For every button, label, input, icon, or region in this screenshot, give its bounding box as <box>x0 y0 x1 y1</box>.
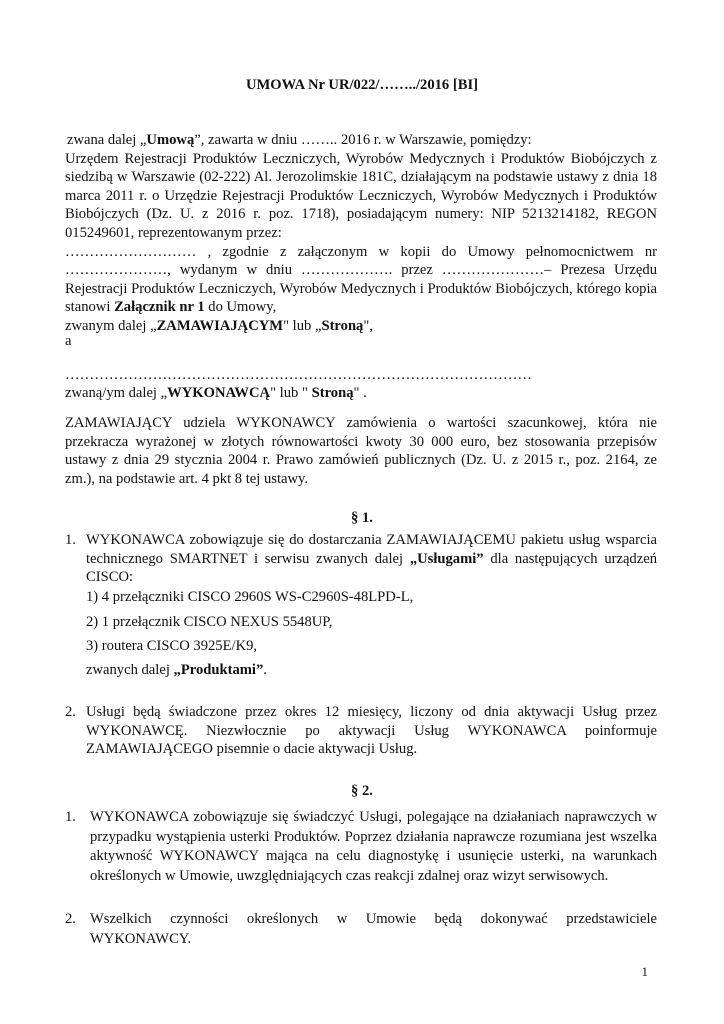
s1-item-1-text: WYKONAWCA zobowiązuje się do dostarczania ZAMAWIAJĄCEMU pakietu usług wsparcia technicznego SMARTNET i serwisu zwanych dalej „Usługami” dla następujących urządzeń CISCO: <box>86 532 657 586</box>
s1-item-2-number: 2. <box>65 704 76 720</box>
contract-date-line: zwana dalej „Umową”, zawarta w dniu …….. 2016 r. w Warszawie, pomiędzy: <box>67 132 532 148</box>
products-alias: zwanych dalej „Produktami”. <box>86 662 267 678</box>
s1-item-2-text: Usługi będą świadczone przez okres 12 miesięcy, liczony od dnia aktywacji Usług przez WYKONAWCĘ. Niezwłocznie po aktywacji Usług WYKONAWCA poinformuje ZAMAWIAJĄCEGO pisemnie o dacie aktywacji Usług. <box>86 704 657 758</box>
product-list-item: 1) 4 przełączniki CISCO 2960S WS-C2960S-48LPD-L, <box>86 589 414 605</box>
section-1-heading: § 1. <box>351 510 373 526</box>
document-title: UMOWA Nr UR/022/……../2016 [BI] <box>245 77 478 93</box>
s2-item-2-number: 2. <box>65 911 76 927</box>
section-2-heading: § 2. <box>351 783 373 799</box>
contractor-alias: zwaną/ym dalej „WYKONAWCĄ" lub " Stroną" . <box>65 385 367 401</box>
s2-item-1-text: WYKONAWCA zobowiązuje się świadczyć Usługi, polegające na działaniach naprawczych w przypadku wystąpienia usterki Produktów. Poprzez działania naprawcze rozumiana jest wszelka aktywność WYKONAWCY mająca na celu diagnostykę i usunięcie usterki, na warunkach określonych w Umowie, uwzględniających czas reakcji zdalnej oraz wizyt serwisowych. <box>90 809 657 884</box>
s2-item-1-number: 1. <box>65 809 76 825</box>
parties-intro <box>65 131 657 336</box>
product-list-item: 3) routera CISCO 3925E/K9, <box>86 638 258 654</box>
contractor-placeholder: …………………………………………………………………………………… <box>65 367 532 383</box>
representative-clause: ……………………… , zgodnie z załączonym w kopii do Umowy pełnomocnictwem nr …………………, wydanym w dniu ………………. przez …………………– Prezesa Urzędu Rejestracji Produktów Leczniczych, Wyrobów Medycznych i Produktów Biobójczych, którego kopia stanowi Załącznik nr 1 do Umowy, <box>65 243 657 316</box>
conjunction-a: a <box>65 333 72 349</box>
s2-item-2-text: Wszelkich czynności określonych w Umowie będą dokonywać przedstawiciele WYKONAWCY. <box>90 911 657 947</box>
ordering-party-alias: zwanym dalej „ZAMAWIAJĄCYM" lub „Stroną", <box>65 317 373 334</box>
page-number: 1 <box>641 964 648 979</box>
ordering-party-description: Urzędem Rejestracji Produktów Leczniczych, Wyrobów Medycznych i Produktów Biobójczych z siedzibą w Warszawie (02-222) Al. Jerozolimskie 181C, działającym na podstawie ustawy z dnia 18 marca 2011 r. o Urzędzie Rejestracji Produktów Leczniczych, Wyrobów Medycznych i Produktów Biobójczych (Dz. U. z 2016 r. poz. 1718), posiadającym numery: NIP 5213214182, REGON 015249601, reprezentowanym przez: <box>65 150 657 241</box>
s1-item-1-number: 1. <box>65 532 76 548</box>
order-statement: ZAMAWIAJĄCY udziela WYKONAWCY zamówienia o wartości szacunkowej, która nie przekracza wyrażonej w złotych równowartości kwoty 30 000 euro, bez stosowania przepisów ustawy z dnia 29 stycznia 2004 r. Prawo zamówień publicznych (Dz. U. z 2015 r., poz. 2164, ze zm.), na podstawie art. 4 pkt 8 tej ustawy. <box>65 415 657 487</box>
product-list-item: 2) 1 przełącznik CISCO NEXUS 5548UP, <box>86 614 333 630</box>
